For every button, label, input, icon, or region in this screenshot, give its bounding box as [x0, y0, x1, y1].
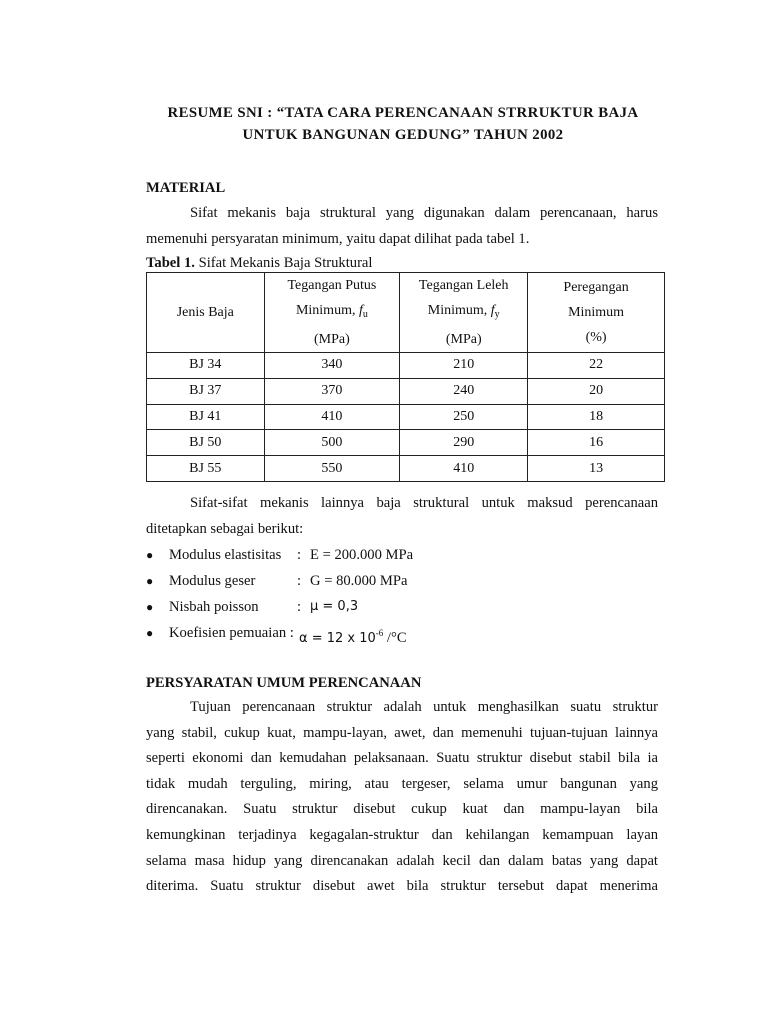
paragraph-line: kemungkinan terjadinya kegagalan-struktur dan kehilangan kemampuan layan [146, 826, 658, 843]
header-tegangan-putus: Tegangan Putus Minimum, $f_u$ (MPa) [264, 273, 400, 353]
material-intro-paragraph [146, 201, 658, 252]
section-heading-material: MATERIAL [146, 180, 226, 196]
cell-elongation: 18 [528, 404, 665, 430]
cell-elongation: 22 [528, 353, 665, 379]
header-peregangan: Peregangan Minimum (%) [528, 273, 665, 353]
cell-jenis: BJ 34 [147, 353, 265, 379]
other-properties-paragraph [146, 491, 658, 542]
table-caption-label: Tabel 1. [146, 255, 195, 271]
bullet-icon: ● [146, 626, 154, 640]
cell-fu: 550 [264, 456, 400, 482]
cell-elongation: 20 [528, 378, 665, 404]
cell-fu: 500 [264, 430, 400, 456]
table-caption-text: Sifat Mekanis Baja Struktural [194, 255, 373, 271]
bullet-icon: ● [146, 548, 154, 562]
document-page: RESUME SNI : “TATA CARA PERENCANAAN STRRUKTUR BAJA UNTUK BANGUNAN GEDUNG” TAHUN 2002 MATERIAL Sifat mekanis baja struktural yang digunakan dalam perencanaan, harus memenuhi persyaratan minimum, yaitu dapat dilihat pada tabel 1. Tabel 1. Sifat Mekanis Baja Struktural Jenis Baja Tegangan Putus Minimum, $f_u$ (MPa) Tegangan Leleh Minimum, $f_y$ (MPa) Peregangan Minimum (%) BJ 34 340 210 22 BJ 37 370 240 20 BJ 41 410 250 18 BJ 50 500 290 16 BJ 55 550 410 13 Sifat-sifat mekanis lainnya baja struktural untuk maksud perencanaan ditetapkan sebagai berikut: ● Modulus elastisitas : E = 200.000 MPa ● Modulus geser : G = 80.000 MPa ● Nisbah poisson : μ = 0,3 ● Koefisien pemuaian : α = 12 x $10^{-6}$ /°C PERSYARATAN UMUM PERENCANAAN Tujuan perencanaan struktur adalah untuk menghasilkan suatu struktur yang stabil, cukup kuat, mampu-layan, awet, dan memenuhi tujuan-tujuan lainnya seperti ekonomi dan kemudahan pelaksanaan. Suatu struktur disebut stabil bila ia tidak mudah terguling, miring, atau tergeser, selama umur bangunan yang direncanakan. Suatu struktur disebut cukup kuat dan mampu-layan bila kemungkinan terjadinya kegagalan-struktur dan kehilangan kemampuan layan selama masa hidup yang direncanakan adalah kecil dan dalam batas yang dapat diterima. Suatu struktur disebut awet bila struktur tersebut dapat menerima [0, 0, 768, 1024]
paragraph-line: Sifat mekanis baja struktural yang digunakan dalam perencanaan, harus [190, 205, 658, 221]
cell-jenis: BJ 55 [147, 456, 265, 482]
paragraph-line: Sifat-sifat mekanis lainnya baja struktural untuk maksud perencanaan [190, 495, 658, 511]
paragraph-line: memenuhi persyaratan minimum, yaitu dapat dilihat pada tabel 1. [146, 230, 530, 247]
table-row [147, 456, 665, 482]
cell-jenis: BJ 37 [147, 378, 265, 404]
table-row [147, 404, 665, 430]
section-heading-requirements: PERSYARATAN UMUM PERENCANAAN [146, 675, 422, 691]
table-header-row [147, 273, 665, 353]
bullet-icon: ● [146, 574, 154, 588]
cell-jenis: BJ 41 [147, 404, 265, 430]
paragraph-line: yang stabil, cukup kuat, mampu-layan, awet, dan memenuhi tujuan-tujuan lainnya [146, 724, 658, 741]
document-title [120, 102, 686, 146]
bullet-icon: ● [146, 600, 154, 614]
table-row [147, 378, 665, 404]
cell-elongation: 16 [528, 430, 665, 456]
paragraph-line: Tujuan perencanaan struktur adalah untuk menghasilkan suatu struktur [190, 699, 658, 715]
paragraph-line: seperti ekonomi dan kemudahan pelaksanaan. Suatu struktur disebut stabil bila ia [146, 750, 658, 767]
title-line-1: RESUME SNI : “TATA CARA PERENCANAAN STRRUKTUR BAJA [167, 105, 639, 121]
header-tegangan-leleh: Tegangan Leleh Minimum, $f_y$ (MPa) [400, 273, 528, 353]
requirements-paragraph [146, 695, 658, 900]
table-caption [146, 255, 372, 272]
cell-fu: 370 [264, 378, 400, 404]
cell-fy: 410 [400, 456, 528, 482]
paragraph-line: diterima. Suatu struktur disebut awet bila struktur tersebut dapat menerima [146, 878, 658, 895]
cell-fu: 340 [264, 353, 400, 379]
cell-fu: 410 [264, 404, 400, 430]
cell-fy: 250 [400, 404, 528, 430]
paragraph-line: selama masa hidup yang direncanakan adalah kecil dan dalam batas yang dapat [146, 852, 658, 869]
title-line-2: UNTUK BANGUNAN GEDUNG” TAHUN 2002 [242, 127, 564, 143]
cell-jenis: BJ 50 [147, 430, 265, 456]
paragraph-line: direncanakan. Suatu struktur disebut cukup kuat dan mampu-layan bila [146, 801, 658, 818]
cell-elongation: 13 [528, 456, 665, 482]
paragraph-line: tidak mudah terguling, miring, atau tergeser, selama umur bangunan yang [146, 775, 658, 792]
steel-properties-table [146, 272, 665, 482]
cell-fy: 290 [400, 430, 528, 456]
table-row [147, 430, 665, 456]
table-row [147, 353, 665, 379]
cell-fy: 210 [400, 353, 528, 379]
paragraph-line: ditetapkan sebagai berikut: [146, 520, 304, 537]
cell-fy: 240 [400, 378, 528, 404]
header-jenis-baja: Jenis Baja [147, 273, 265, 353]
